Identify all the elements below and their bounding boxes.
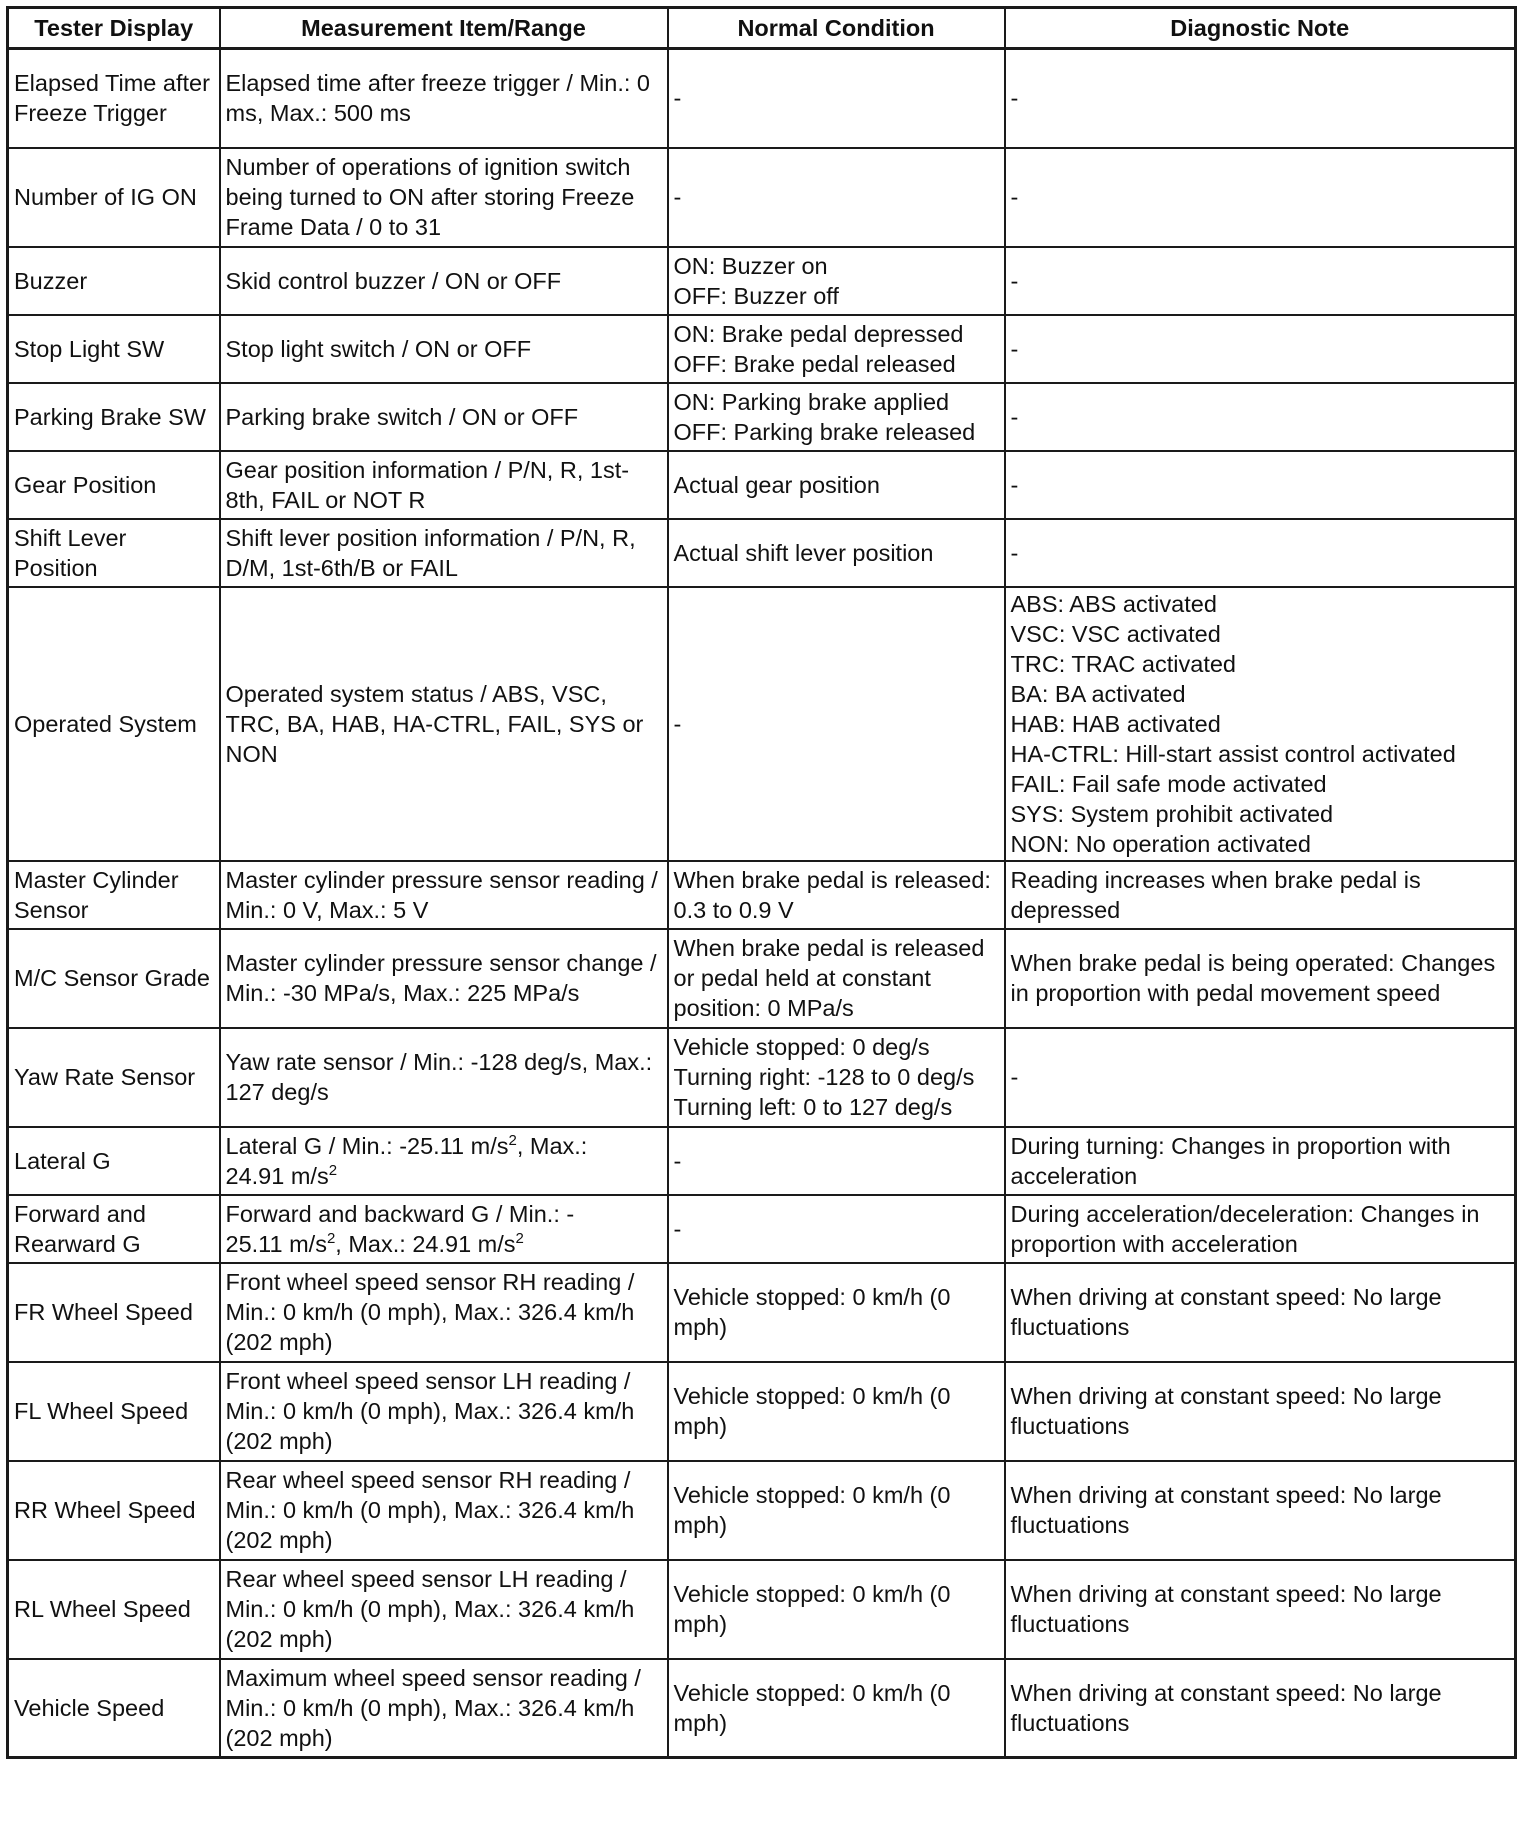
cell-tester-display: Operated System (8, 587, 220, 861)
cell-tester-display: RL Wheel Speed (8, 1560, 220, 1659)
cell-normal-condition (668, 315, 1005, 383)
cell-measurement-item: Number of operations of ignition switch being turned to ON after storing Freeze Frame Data / 0 to 31 (220, 148, 668, 247)
cell-line: FAIL: Fail safe mode activated (1010, 770, 1327, 797)
cell-line: Vehicle stopped: 0 deg/s (673, 1034, 930, 1060)
cell-normal-condition: Vehicle stopped: 0 km/h (0 mph) (668, 1362, 1005, 1461)
cell-line: OFF: Parking brake released (673, 418, 976, 445)
cell-diagnostic-note: - (1005, 247, 1516, 315)
table-row (8, 451, 1516, 519)
cell-diagnostic-note: - (1005, 451, 1516, 519)
cell-tester-display: Forward and Rearward G (8, 1195, 220, 1263)
cell-line (226, 1199, 662, 1229)
header-measurement-item: Measurement Item/Range (220, 8, 668, 49)
cell-line: ON: Brake pedal depressed (673, 320, 964, 347)
cell-line: OFF: Brake pedal released (673, 350, 956, 377)
cell-text: , Max.: (516, 1132, 588, 1159)
superscript: 2 (326, 1229, 336, 1247)
cell-normal-condition (668, 383, 1005, 451)
cell-measurement-item (220, 1127, 668, 1195)
cell-diagnostic-note: - (1005, 49, 1516, 148)
table-row (8, 383, 1516, 451)
table-row (8, 315, 1516, 383)
cell-measurement-item: Maximum wheel speed sensor reading / Min.: 0 km/h (0 mph), Max.: 326.4 km/h (202 mph) (220, 1659, 668, 1758)
cell-normal-condition (668, 1028, 1005, 1127)
data-list-table (6, 6, 1517, 1759)
cell-line: ON: Buzzer on (673, 252, 828, 279)
cell-tester-display: Elapsed Time after Freeze Trigger (8, 49, 220, 148)
cell-normal-condition: - (668, 587, 1005, 861)
cell-tester-display: Lateral G (8, 1127, 220, 1195)
table-row (8, 587, 1516, 861)
cell-tester-display: Stop Light SW (8, 315, 220, 383)
table-row (8, 148, 1516, 247)
cell-line: Turning right: -128 to 0 deg/s (673, 1064, 975, 1090)
cell-measurement-item: Shift lever position information / P/N, R, D/M, 1st-6th/B or FAIL (220, 519, 668, 587)
cell-measurement-item: Master cylinder pressure sensor reading / Min.: 0 V, Max.: 5 V (220, 861, 668, 929)
cell-tester-display: FR Wheel Speed (8, 1263, 220, 1362)
cell-tester-display: Master Cylinder Sensor (8, 861, 220, 929)
table-row (8, 519, 1516, 587)
cell-normal-condition: - (668, 1127, 1005, 1195)
cell-text: 24.91 m/s (225, 1162, 329, 1189)
cell-measurement-item (220, 1195, 668, 1263)
cell-tester-display: Number of IG ON (8, 148, 220, 247)
cell-tester-display: Gear Position (8, 451, 220, 519)
cell-diagnostic-note: When driving at constant speed: No large fluctuations (1005, 1263, 1516, 1362)
table-row (8, 1362, 1516, 1461)
cell-measurement-item: Rear wheel speed sensor LH reading / Min.: 0 km/h (0 mph), Max.: 326.4 km/h (202 mph) (220, 1560, 668, 1659)
cell-diagnostic-note: - (1005, 148, 1516, 247)
superscript: 2 (328, 1161, 338, 1179)
cell-measurement-item: Gear position information / P/N, R, 1st-8th, FAIL or NOT R (220, 451, 668, 519)
cell-line: BA: BA activated (1010, 680, 1186, 707)
cell-tester-display: Parking Brake SW (8, 383, 220, 451)
cell-line (226, 1161, 662, 1191)
table-row (8, 247, 1516, 315)
cell-diagnostic-note: - (1005, 1028, 1516, 1127)
cell-normal-condition: Actual shift lever position (668, 519, 1005, 587)
table-row (8, 1263, 1516, 1362)
cell-diagnostic-note: When brake pedal is being operated: Changes in proportion with pedal movement speed (1005, 929, 1516, 1028)
cell-text: Lateral G / Min.: -25.11 m/s (225, 1132, 509, 1159)
table-row (8, 49, 1516, 148)
cell-text: 25.11 m/s (225, 1230, 327, 1257)
cell-diagnostic-note: When driving at constant speed: No large fluctuations (1005, 1362, 1516, 1461)
cell-measurement-item: Stop light switch / ON or OFF (220, 315, 668, 383)
cell-normal-condition: Vehicle stopped: 0 km/h (0 mph) (668, 1659, 1005, 1758)
cell-line: Turning left: 0 to 127 deg/s (673, 1094, 953, 1120)
cell-line: NON: No operation activated (1010, 830, 1311, 857)
table-body (8, 49, 1516, 1758)
cell-normal-condition: Vehicle stopped: 0 km/h (0 mph) (668, 1560, 1005, 1659)
cell-line: OFF: Buzzer off (673, 282, 839, 309)
cell-tester-display: Yaw Rate Sensor (8, 1028, 220, 1127)
cell-diagnostic-note: When driving at constant speed: No large fluctuations (1005, 1659, 1516, 1758)
cell-measurement-item: Elapsed time after freeze trigger / Min.: 0 ms, Max.: 500 ms (220, 49, 668, 148)
table-row (8, 929, 1516, 1028)
cell-tester-display: FL Wheel Speed (8, 1362, 220, 1461)
cell-line: VSC: VSC activated (1010, 620, 1221, 647)
cell-line: SYS: System prohibit activated (1010, 800, 1334, 827)
superscript: 2 (508, 1131, 517, 1149)
cell-normal-condition: When brake pedal is released or pedal held at constant position: 0 MPa/s (668, 929, 1005, 1028)
cell-measurement-item: Operated system status / ABS, VSC, TRC, BA, HAB, HA-CTRL, FAIL, SYS or NON (220, 587, 668, 861)
cell-diagnostic-note: - (1005, 315, 1516, 383)
header-normal-condition: Normal Condition (668, 8, 1005, 49)
cell-line (226, 1229, 662, 1259)
cell-text: , Max.: 24.91 m/s (335, 1230, 516, 1257)
cell-diagnostic-note: When driving at constant speed: No large fluctuations (1005, 1560, 1516, 1659)
cell-measurement-item: Parking brake switch / ON or OFF (220, 383, 668, 451)
cell-normal-condition: Actual gear position (668, 451, 1005, 519)
superscript: 2 (515, 1229, 524, 1247)
header-diagnostic-note: Diagnostic Note (1005, 8, 1516, 49)
cell-normal-condition: Vehicle stopped: 0 km/h (0 mph) (668, 1461, 1005, 1560)
header-tester-display: Tester Display (8, 8, 220, 49)
cell-measurement-item: Yaw rate sensor / Min.: -128 deg/s, Max.: 127 deg/s (220, 1028, 668, 1127)
cell-diagnostic-note: - (1005, 383, 1516, 451)
cell-tester-display: RR Wheel Speed (8, 1461, 220, 1560)
cell-line: TRC: TRAC activated (1010, 650, 1236, 677)
cell-line: ABS: ABS activated (1010, 590, 1217, 617)
table-row (8, 1461, 1516, 1560)
cell-measurement-item: Master cylinder pressure sensor change / Min.: -30 MPa/s, Max.: 225 MPa/s (220, 929, 668, 1028)
cell-measurement-item: Front wheel speed sensor LH reading / Min.: 0 km/h (0 mph), Max.: 326.4 km/h (202 mph) (220, 1362, 668, 1461)
data-list-document (6, 6, 1514, 1759)
cell-tester-display: Shift Lever Position (8, 519, 220, 587)
cell-diagnostic-note: When driving at constant speed: No large fluctuations (1005, 1461, 1516, 1560)
cell-text: Forward and backward G / Min.: - (225, 1200, 575, 1227)
cell-normal-condition: - (668, 1195, 1005, 1263)
cell-tester-display: Vehicle Speed (8, 1659, 220, 1758)
cell-normal-condition: Vehicle stopped: 0 km/h (0 mph) (668, 1263, 1005, 1362)
cell-line: HAB: HAB activated (1010, 710, 1221, 737)
cell-diagnostic-note: Reading increases when brake pedal is depressed (1005, 861, 1516, 929)
table-row (8, 1560, 1516, 1659)
table-row (8, 1659, 1516, 1758)
cell-diagnostic-note: - (1005, 519, 1516, 587)
table-header-row (8, 8, 1516, 49)
cell-normal-condition: - (668, 148, 1005, 247)
cell-diagnostic-note (1005, 587, 1516, 861)
cell-measurement-item: Skid control buzzer / ON or OFF (220, 247, 668, 315)
cell-line: ON: Parking brake applied (673, 388, 950, 415)
cell-measurement-item: Rear wheel speed sensor RH reading / Min.: 0 km/h (0 mph), Max.: 326.4 km/h (202 mph) (220, 1461, 668, 1560)
cell-line: HA-CTRL: Hill-start assist control activated (1010, 740, 1456, 767)
cell-line (226, 1131, 662, 1161)
cell-normal-condition: - (668, 49, 1005, 148)
cell-diagnostic-note: During turning: Changes in proportion with acceleration (1005, 1127, 1516, 1195)
cell-diagnostic-note: During acceleration/deceleration: Changes in proportion with acceleration (1005, 1195, 1516, 1263)
table-row (8, 861, 1516, 929)
table-row (8, 1028, 1516, 1127)
cell-normal-condition (668, 247, 1005, 315)
cell-tester-display: M/C Sensor Grade (8, 929, 220, 1028)
cell-tester-display: Buzzer (8, 247, 220, 315)
table-row (8, 1195, 1516, 1263)
cell-normal-condition: When brake pedal is released: 0.3 to 0.9 V (668, 861, 1005, 929)
cell-measurement-item: Front wheel speed sensor RH reading / Min.: 0 km/h (0 mph), Max.: 326.4 km/h (202 mph) (220, 1263, 668, 1362)
table-row (8, 1127, 1516, 1195)
